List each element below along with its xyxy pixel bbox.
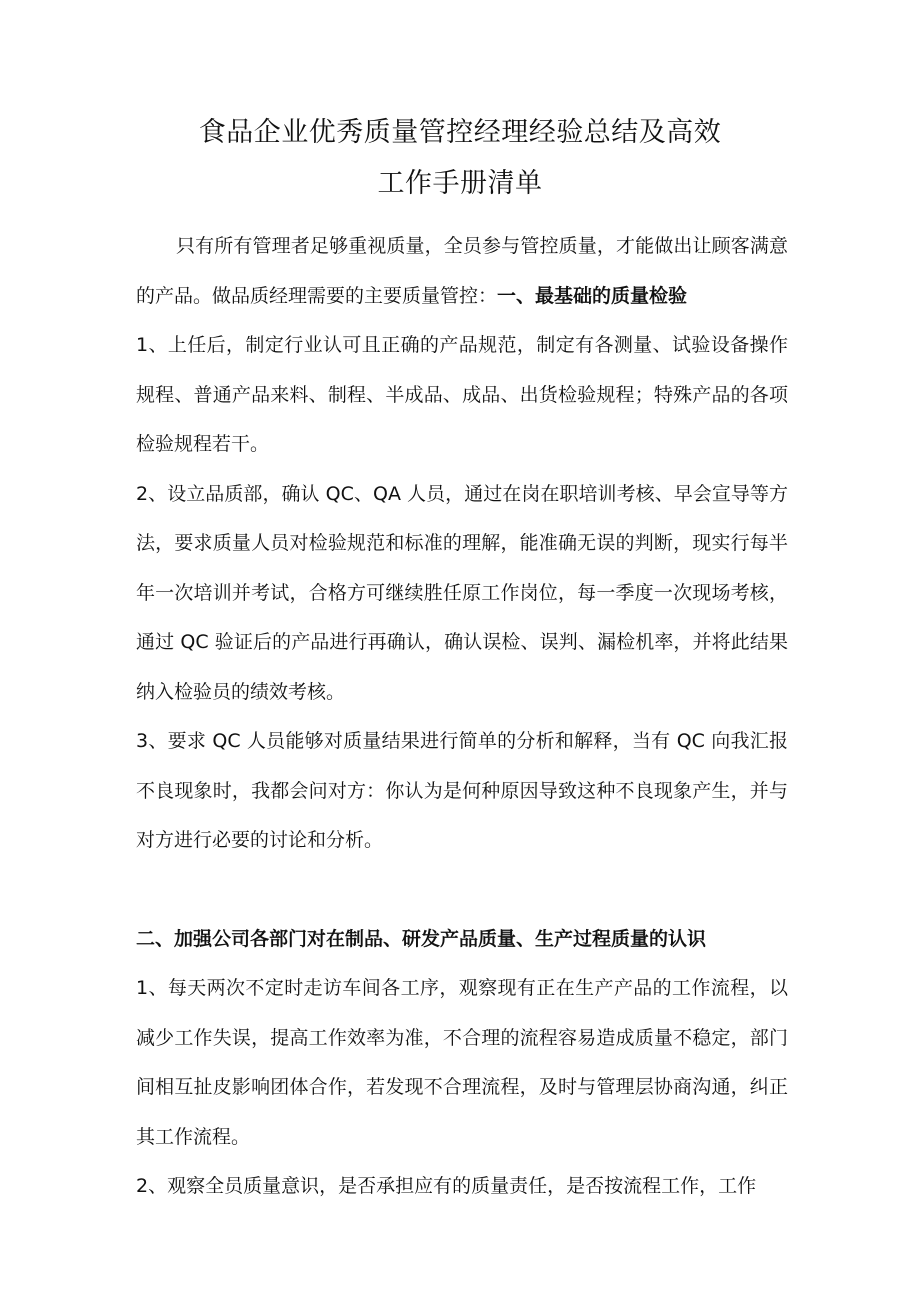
section-1-item-2: 2、设立品质部，确认 QC、QA 人员，通过在岗在职培训考核、早会宣导等方法，要求质量人员对检验规范和标准的理解，能准确无误的判断，现实行每半年一次培训并考试，合格方可继续胜任原工作岗位，每一季度一次现场考核，通过 QC 验证后的产品进行再确认，确认误检、误判、漏检机率，并将此结果纳入检验员的绩效考核。 (136, 482, 788, 703)
intro-text: 只有所有管理者足够重视质量，全员参与管控质量，才能做出让顾客满意的产品。做品质经理需要的主要质量管控： (136, 235, 788, 307)
section-1-item-3: 3、要求 QC 人员能够对质量结果进行简单的分析和解释，当有 QC 向我汇报不良现象时，我都会问对方：你认为是何种原因导致这种不良现象产生，并与对方进行必要的讨论和分析。 (136, 730, 788, 851)
section-1-heading: 一、最基础的质量检验 (497, 284, 688, 307)
document-title-line-2: 工作手册清单 (377, 168, 543, 199)
document-title-line-1: 食品企业优秀质量管控经理经验总结及高效 (198, 117, 722, 148)
section-2-item-2: 2、观察全员质量意识，是否承担应有的质量责任，是否按流程工作，工作 (136, 1175, 757, 1197)
intro-paragraph (136, 222, 788, 321)
document-body (136, 222, 788, 1212)
section-2-item-1: 1、每天两次不定时走访车间各工序，观察现有正在生产产品的工作流程，以减少工作失误，提高工作效率为准，不合理的流程容易造成质量不稳定，部门间相互扯皮影响团体合作，若发现不合理流程，及时与管理层协商沟通，纠正其工作流程。 (136, 977, 788, 1148)
section-1-item-1: 1、上任后，制定行业认可且正确的产品规范，制定有各测量、试验设备操作规程、普通产品来料、制程、半成品、成品、出货检验规程；特殊产品的各项检验规程若干。 (136, 334, 788, 455)
section-2-heading: 二、加强公司各部门对在制品、研发产品质量、生产过程质量的认识 (136, 927, 707, 950)
paragraph-gap (136, 866, 788, 915)
